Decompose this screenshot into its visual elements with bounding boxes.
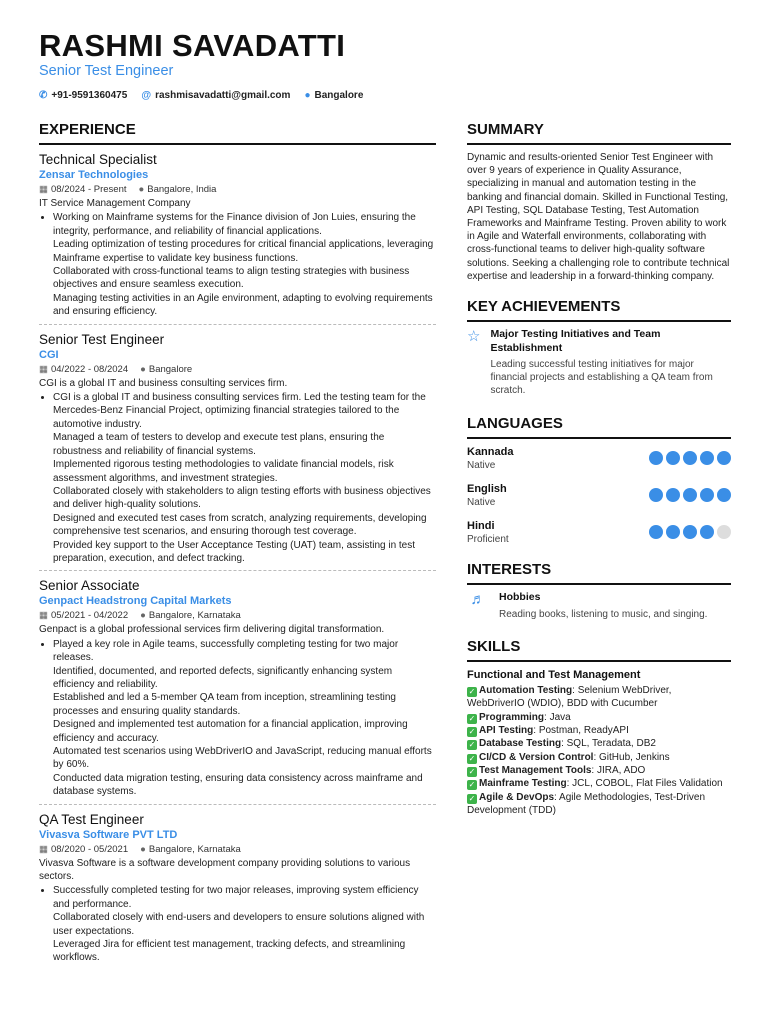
bullet-line: Established and led a 5-member QA team from inception, streamlining testing processes and ensuring quality standards. xyxy=(53,692,396,717)
bullet-line: Designed and executed test cases from scratch, analyzing requirements, developing comprehensive test scenarios, and ensuring thorough test coverage. xyxy=(53,512,427,538)
language-row xyxy=(467,482,731,509)
job-meta xyxy=(39,609,436,623)
job-bullet xyxy=(53,884,436,964)
achievement-title: Major Testing Initiatives and Team Establishment xyxy=(490,328,661,354)
language-row xyxy=(467,445,731,472)
job-bullet xyxy=(53,638,436,799)
proficiency-dot xyxy=(683,525,697,539)
bullet-line: Managed a team of testers to develop and execute test plans, ensuring the robustness and reliability of financial systems. xyxy=(53,432,385,457)
bullet-line: Designed and implemented test automation for a financial application, improving efficiency and accuracy. xyxy=(53,719,408,744)
skill-value: Agile Methodologies, Test-Driven Development (TDD) xyxy=(467,791,706,816)
achievement-desc: Leading successful testing initiatives for major financial projects and establishing a QA team from scratch. xyxy=(490,359,713,397)
phone-contact[interactable]: ✆ +91-9591360475 xyxy=(39,90,128,101)
company-description: CGI is a global IT and business consulting services firm. xyxy=(39,377,288,389)
job-dates-text: 05/2021 - 04/2022 xyxy=(50,610,129,622)
proficiency-dots xyxy=(649,525,731,539)
experience-list xyxy=(39,151,436,970)
skill-value: SQL, Teradata, DB2 xyxy=(566,738,656,750)
skill-item: ✓ Automation Testing: Selenium WebDriver, WebDriverIO (WDIO), BDD with Cucumber xyxy=(467,685,672,710)
bullet-line: Implemented rigorous testing methodologies to validate financial models, risk assessment algorithms, and investment strategies. xyxy=(53,459,394,484)
skill-label: Mainframe Testing xyxy=(479,778,567,790)
company-description: IT Service Management Company xyxy=(39,198,191,209)
job-bullet xyxy=(53,211,436,318)
proficiency-dot xyxy=(649,525,663,539)
phone-icon: ✆ xyxy=(39,90,48,101)
skill-item: ✓ CI/CD & Version Control: GitHub, Jenkins xyxy=(468,751,670,763)
calendar-icon: ▦ xyxy=(39,843,48,855)
summary-heading: SUMMARY xyxy=(467,120,731,145)
job-dates xyxy=(39,183,127,197)
skill-value: GitHub, Jenkins xyxy=(599,751,670,763)
skill-item: ✓ Test Management Tools: JIRA, ADO xyxy=(468,764,646,776)
language-info xyxy=(467,482,507,509)
job-entry xyxy=(39,331,436,572)
job-bullets xyxy=(39,211,436,318)
skill-label: Automation Testing xyxy=(479,685,573,697)
location-pin-icon: ● xyxy=(140,363,146,375)
proficiency-dot xyxy=(717,525,731,539)
proficiency-dot xyxy=(666,525,680,539)
skill-value: JIRA, ADO xyxy=(596,764,646,776)
interest-item xyxy=(467,591,731,622)
candidate-role: Senior Test Engineer xyxy=(39,63,174,79)
job-bullet xyxy=(53,391,436,565)
language-name: Hindi xyxy=(467,519,495,532)
language-row xyxy=(467,519,731,546)
job-dates-text: 08/2020 - 05/2021 xyxy=(50,843,129,855)
right-column xyxy=(467,120,731,817)
skill-value: Postman, ReadyAPI xyxy=(538,725,629,737)
proficiency-dot xyxy=(683,451,697,465)
proficiency-dots xyxy=(649,451,731,465)
job-bullets xyxy=(39,884,436,964)
language-level: Native xyxy=(467,459,496,471)
language-name: English xyxy=(467,482,507,495)
skill-label: Test Management Tools xyxy=(479,764,592,776)
skill-value: JCL, COBOL, Flat Files Validation xyxy=(572,778,723,790)
bullet-line: Collaborated closely with stakeholders to align testing efforts with business objectives and deliver high-quality solutions. xyxy=(53,485,431,511)
job-dates xyxy=(39,843,128,857)
company-name: Vivasva Software PVT LTD xyxy=(39,828,178,841)
company-description: Vivasva Software is a software development company providing solutions to various sectors. xyxy=(39,857,411,883)
company-description: Genpact is a global professional services firm delivering digital transformation. xyxy=(39,624,385,636)
job-dates-text: 04/2022 - 08/2024 xyxy=(50,363,129,375)
bullet-line: Working on Mainframe systems for the Finance division of Jon Luies, ensuring the integrity, performance, and reliability of financial applications. xyxy=(53,212,416,237)
skill-item: ✓ Programming: Java xyxy=(468,711,571,723)
achievement-item xyxy=(467,328,731,398)
job-meta xyxy=(39,183,436,197)
job-location-text: Bangalore, Karnataka xyxy=(148,843,241,855)
job-meta xyxy=(39,363,436,377)
language-level: Proficient xyxy=(467,533,509,545)
location-pin-icon: ● xyxy=(138,184,145,195)
checkmark-icon: ✓ xyxy=(468,780,476,790)
job-location xyxy=(140,843,241,857)
skill-item: ✓ Database Testing: SQL, Teradata, DB2 xyxy=(468,738,656,750)
bullet-line: Successfully completed testing for two major releases, improving system efficiency and performance. xyxy=(53,885,419,910)
job-entry xyxy=(39,151,436,325)
hobby-icon: ♬ xyxy=(470,590,486,608)
checkmark-icon: ✓ xyxy=(468,687,476,697)
proficiency-dot xyxy=(700,525,714,539)
proficiency-dot xyxy=(700,451,714,465)
bullet-line: CGI is a global IT and business consulting services firm. Led the testing team for the Mercedes-Benz Financial Project, optimizing financial strategies tailored to the automotive industry. xyxy=(53,392,426,430)
company-name: Zensar Technologies xyxy=(39,169,149,181)
proficiency-dot xyxy=(717,488,731,502)
checkmark-icon: ✓ xyxy=(468,766,476,776)
job-entry xyxy=(39,577,436,804)
skill-label: Programming xyxy=(479,711,545,723)
location-contact: ● Bangalore xyxy=(304,90,364,101)
interest-title: Hobbies xyxy=(499,590,541,603)
job-location-text: Bangalore xyxy=(148,363,193,375)
bullet-line: Played a key role in Agile teams, successfully completing testing for two major releases. xyxy=(53,638,399,664)
job-location-text: Bangalore, Karnataka xyxy=(148,610,241,622)
skill-label: Database Testing xyxy=(479,738,562,750)
calendar-icon: ▦ xyxy=(39,610,48,622)
contact-bar xyxy=(39,89,363,103)
job-location xyxy=(140,609,241,623)
proficiency-dots xyxy=(649,488,731,502)
company-name: CGI xyxy=(39,348,59,361)
location-pin-icon: ● xyxy=(304,90,311,101)
language-name: Kannada xyxy=(467,445,514,458)
job-meta xyxy=(39,843,436,857)
bullet-line: Collaborated closely with end-users and developers to ensure solutions aligned with user expectations. xyxy=(53,912,425,937)
skill-value: Selenium WebDriver, WebDriverIO (WDIO), BDD with Cucumber xyxy=(467,685,672,710)
job-title: Senior Associate xyxy=(39,578,140,594)
job-bullets xyxy=(39,638,436,799)
experience-heading: EXPERIENCE xyxy=(39,120,436,145)
bullet-line: Managing testing activities in an Agile environment, adapting to evolving requirements and ensuring efficiency. xyxy=(53,292,433,318)
interest-desc: Reading books, listening to music, and singing. xyxy=(499,609,708,621)
candidate-name: RASHMI SAVADATTI xyxy=(39,28,346,63)
email-contact[interactable]: @ rashmisavadatti@gmail.com xyxy=(141,90,291,101)
skills-subheading: Functional and Test Management xyxy=(467,669,641,682)
checkmark-icon: ✓ xyxy=(468,753,476,763)
left-column xyxy=(39,120,436,976)
bullet-line: Identified, documented, and reported defects, significantly enhancing system efficiency and reliability. xyxy=(53,665,393,690)
proficiency-dot xyxy=(649,488,663,502)
checkmark-icon: ✓ xyxy=(468,727,476,737)
skill-item: ✓ Mainframe Testing: JCL, COBOL, Flat Files Validation xyxy=(468,778,723,790)
checkmark-icon: ✓ xyxy=(468,713,476,723)
proficiency-dot xyxy=(683,488,697,502)
checkmark-icon: ✓ xyxy=(468,793,476,803)
proficiency-dot xyxy=(666,488,680,502)
skill-value: Java xyxy=(549,711,571,723)
achievements-heading: KEY ACHIEVEMENTS xyxy=(467,297,731,322)
job-title: QA Test Engineer xyxy=(39,811,144,827)
star-icon: ☆ xyxy=(467,328,481,346)
language-level: Native xyxy=(467,496,496,508)
calendar-icon: ▦ xyxy=(39,363,48,375)
job-dates xyxy=(39,609,128,623)
bullet-line: Leveraged Jira for efficient test management, tracking defects, and streamlining workflows. xyxy=(53,939,406,964)
bullet-line: Leading optimization of testing procedures for critical financial applications, leveraging Mainframe expertise to validate key business functions. xyxy=(53,239,434,264)
location-pin-icon: ● xyxy=(140,843,146,855)
bullet-line: Provided key support to the User Acceptance Testing (UAT) team, assisting in test preparation, execution, and defect tracking. xyxy=(53,539,416,564)
bullet-line: Conducted data migration testing, ensuring data consistency across mainframe and database systems. xyxy=(53,772,423,798)
job-title: Senior Test Engineer xyxy=(39,331,165,347)
job-dates-text: 08/2024 - Present xyxy=(50,184,127,195)
skill-label: CI/CD & Version Control xyxy=(479,751,594,763)
location-pin-icon: ● xyxy=(140,610,146,622)
bullet-line: Collaborated with cross-functional teams to align testing strategies with business objectives and ensure seamless execution. xyxy=(53,266,410,291)
job-title: Technical Specialist xyxy=(39,152,157,167)
interests-heading: INTERESTS xyxy=(467,560,731,585)
proficiency-dot xyxy=(666,451,680,465)
job-bullets xyxy=(39,391,436,565)
summary-text: Dynamic and results-oriented Senior Test Engineer with over 9 years of experience in Quality Assurance, specializing in manual and automation testing in the banking and financial domain. Skilled in Functional Testing, API Testing, SQL Database Testing, Test Automation Frameworks and Mainframe Testing. Proven ability to work in Agile and Waterfall environments, collaborating with cross-functional teams to deliver high-quality software solutions. Seeking a challenging role to contribute technical expertise and leadership in a forward-thinking company. xyxy=(467,152,730,282)
skill-item: ✓ API Testing: Postman, ReadyAPI xyxy=(468,725,629,737)
calendar-icon: ▦ xyxy=(39,184,48,195)
job-location-text: Bangalore, India xyxy=(147,184,217,195)
bullet-line: Automated test scenarios using WebDriverIO and JavaScript, reducing manual efforts by 60%. xyxy=(53,746,432,771)
language-info xyxy=(467,445,513,472)
proficiency-dot xyxy=(700,488,714,502)
languages-list xyxy=(467,445,731,546)
company-name: Genpact Headstrong Capital Markets xyxy=(39,595,232,608)
skill-label: Agile & DevOps xyxy=(479,791,555,803)
skill-label: API Testing xyxy=(479,725,534,737)
language-info xyxy=(467,519,509,546)
skill-item: ✓ Agile & DevOps: Agile Methodologies, Test-Driven Development (TDD) xyxy=(467,791,706,816)
job-location xyxy=(140,363,192,377)
skills-heading: SKILLS xyxy=(467,637,731,662)
job-dates xyxy=(39,363,128,377)
at-icon: @ xyxy=(141,90,152,101)
proficiency-dot xyxy=(717,451,731,465)
job-entry xyxy=(39,811,436,970)
skills-list xyxy=(467,684,731,817)
job-location xyxy=(139,183,217,197)
proficiency-dot xyxy=(649,451,663,465)
checkmark-icon: ✓ xyxy=(468,740,476,750)
languages-heading: LANGUAGES xyxy=(467,414,731,439)
